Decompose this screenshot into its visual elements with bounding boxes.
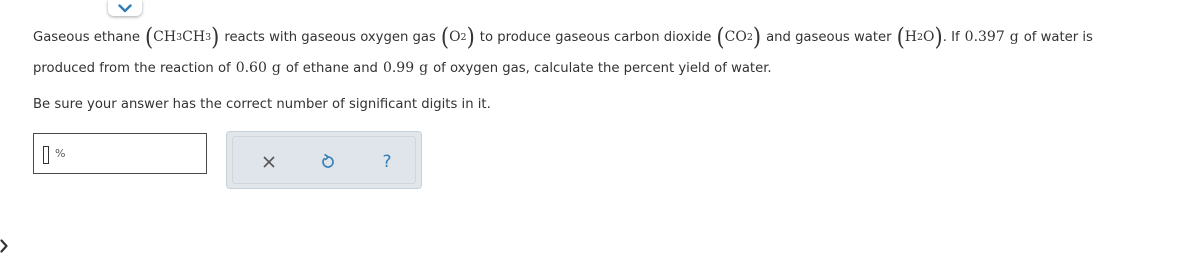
side-arrow-button[interactable] — [0, 235, 10, 257]
question-text: to produce gaseous carbon dioxide — [479, 29, 712, 45]
question-line-2 — [33, 58, 772, 78]
oxygen-formula: ( O 2 ) — [440, 22, 475, 51]
question-text: produced from the reaction of — [33, 60, 231, 76]
percent-unit: % — [55, 147, 66, 160]
instruction-label: Be sure your answer has the correct number of significant digits in it. — [33, 96, 491, 112]
ethane-formula: ( CH 3 CH 3 ) — [144, 22, 220, 51]
question-text: of water is — [1023, 29, 1093, 45]
question-text: and gaseous water — [766, 29, 892, 45]
question-line-1 — [33, 23, 1093, 51]
x-icon — [263, 156, 275, 168]
question-text: of oxygen gas, calculate the percent yield of water. — [433, 60, 772, 76]
question-text: . If — [942, 29, 960, 45]
oxygen-mass: 0.99 — [382, 60, 415, 76]
instruction-text — [33, 94, 491, 114]
question-text: of ethane and — [285, 60, 378, 76]
question-text: Gaseous ethane — [33, 29, 140, 45]
undo-icon — [321, 154, 335, 170]
undo-button[interactable] — [317, 151, 339, 173]
help-button[interactable]: ? — [382, 152, 392, 172]
water-formula: ( H 2 O ) — [896, 22, 943, 51]
unit-g: g — [1009, 29, 1019, 45]
chevron-right-icon — [0, 239, 8, 253]
water-mass: 0.397 — [964, 29, 1005, 45]
ethane-mass: 0.60 — [235, 60, 267, 76]
unit-g: g — [271, 60, 281, 76]
collapse-tab[interactable] — [108, 0, 142, 16]
clear-button[interactable] — [258, 151, 280, 173]
co2-formula: ( CO 2 ) — [716, 22, 762, 51]
tool-panel — [226, 131, 422, 189]
question-text: reacts with gaseous oxygen gas — [224, 29, 436, 45]
answer-box[interactable] — [33, 133, 207, 174]
chevron-down-icon — [118, 4, 132, 13]
answer-input[interactable] — [43, 146, 49, 164]
tool-panel-inner — [232, 136, 416, 184]
unit-g: g — [419, 60, 429, 76]
